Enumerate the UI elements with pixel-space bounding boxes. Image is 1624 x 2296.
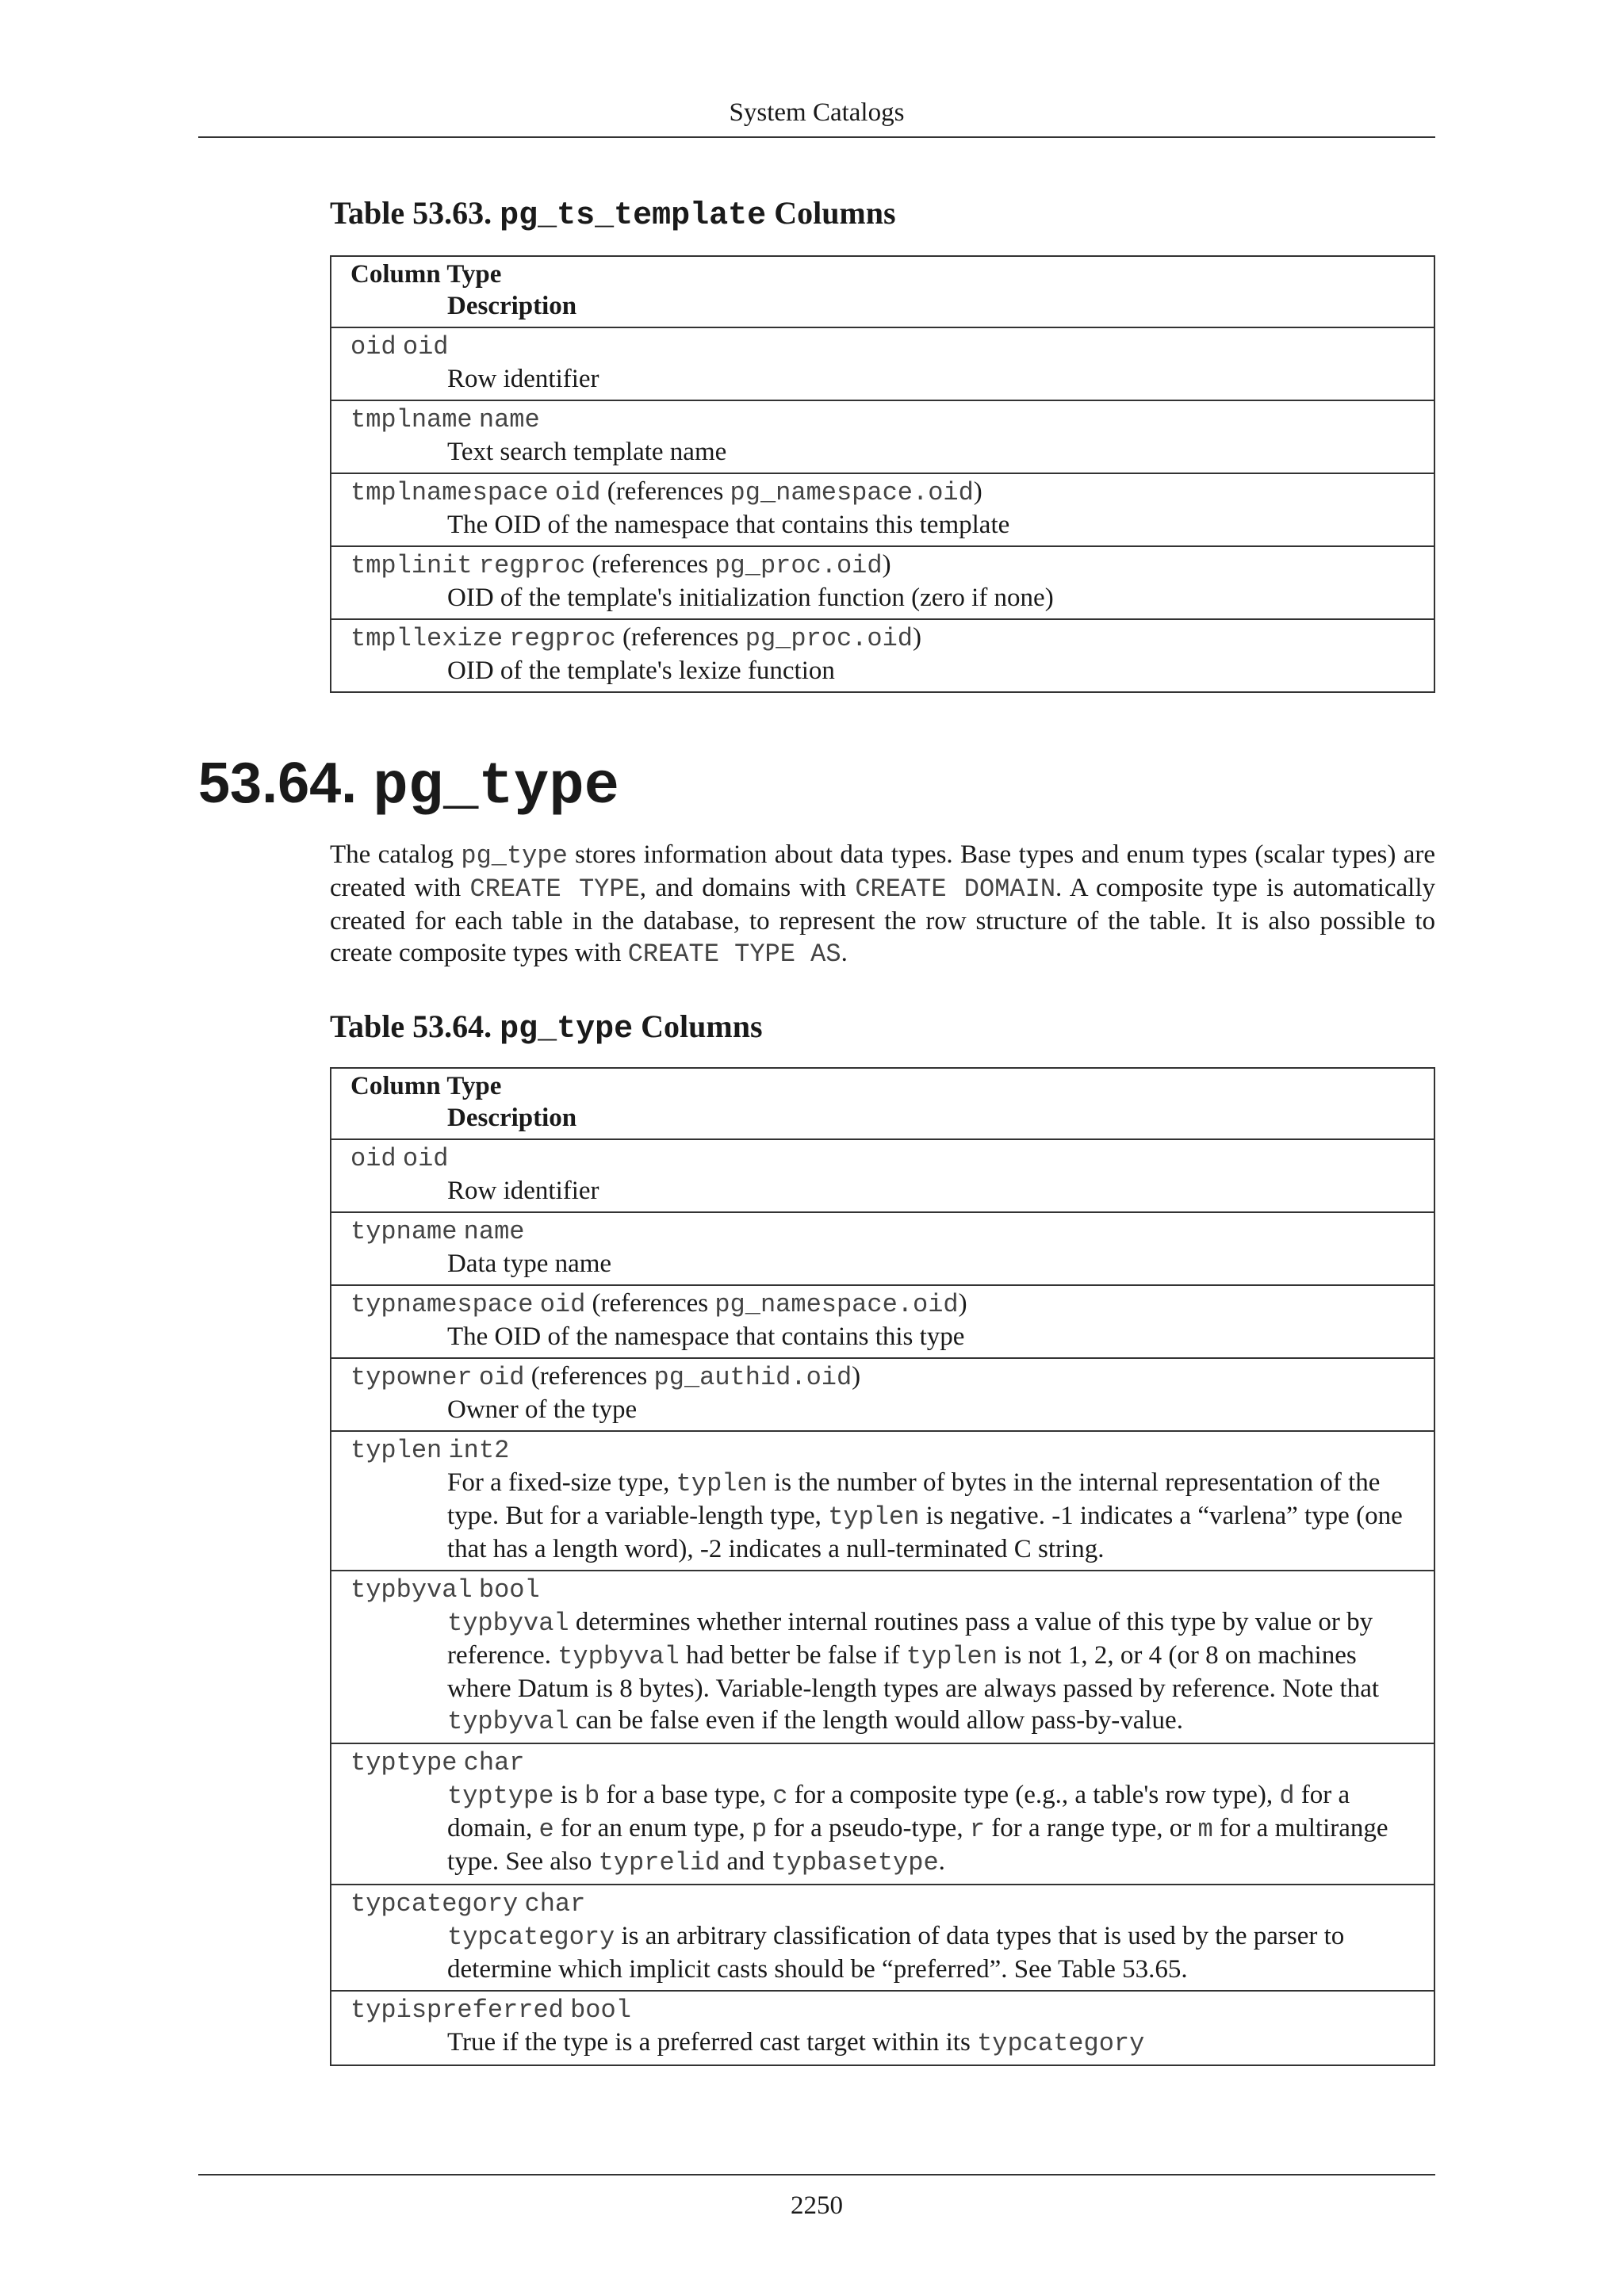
column-type: oid — [402, 332, 449, 362]
page-number: 2250 — [791, 2191, 843, 2220]
column-description: Row identifier — [447, 365, 599, 393]
table-row — [331, 400, 1434, 473]
table-row — [331, 1212, 1434, 1285]
column-description: The OID of the namespace that contains this type — [447, 1322, 965, 1351]
description-header: Description — [447, 1104, 577, 1132]
column-description: OID of the template's initialization function (zero if none) — [447, 584, 1054, 612]
table-row: tmplnamespace oid (references pg_namespace.oid) The OID of the namespace that contains this template — [331, 473, 1434, 546]
column-type: int2 — [448, 1436, 510, 1465]
column-name: oid — [350, 1144, 396, 1173]
column-name: oid — [350, 332, 396, 362]
column-type: char — [463, 1748, 525, 1777]
reference-link[interactable]: pg_authid.oid — [653, 1363, 852, 1392]
column-name: tmplinit — [350, 551, 473, 580]
table-row: typnamespace oid (references pg_namespace.oid) The OID of the namespace that contains this type — [331, 1285, 1434, 1358]
pg-ts-template-table — [330, 255, 1435, 693]
column-type: regproc — [509, 624, 616, 653]
table-header-row — [331, 256, 1434, 327]
table-53-64-title: Table 53.64. pg_type Columns — [330, 1008, 763, 1047]
table-row — [331, 1743, 1434, 1885]
column-name: tmpllexize — [350, 624, 504, 653]
column-name: typnamespace — [350, 1290, 534, 1319]
column-description: Owner of the type — [447, 1395, 638, 1424]
column-type: oid — [478, 1363, 525, 1392]
column-name: typowner — [350, 1363, 473, 1392]
column-description: Row identifier — [447, 1177, 599, 1205]
table-header-row — [331, 1068, 1434, 1139]
column-type: bool — [570, 1996, 631, 2025]
column-type-header: Column Type — [350, 1072, 502, 1100]
column-type: regproc — [478, 551, 586, 580]
column-type: oid — [402, 1144, 449, 1173]
table-row — [331, 1431, 1434, 1571]
column-name: typname — [350, 1217, 458, 1246]
column-description: Data type name — [447, 1249, 612, 1278]
table-row — [331, 1885, 1434, 1991]
table-row — [331, 1571, 1434, 1743]
column-type-header: Column Type — [350, 260, 502, 289]
table-53-63-title: Table 53.63. pg_ts_template Columns — [330, 195, 896, 234]
column-description: typtype is b for a base type, c for a composite type (e.g., a table's row type), d for a domain, e for an enum type, p for a pseudo-type, r for a range type, or m for a multirange type. See also typrelid and typbasetype. — [447, 1781, 1388, 1877]
table-row — [331, 1139, 1434, 1212]
pg-type-table — [330, 1067, 1435, 2066]
column-name: typbyval — [350, 1575, 473, 1605]
description-header: Description — [447, 292, 577, 320]
running-footer — [198, 2174, 1435, 2221]
intro-paragraph: The catalog pg_type stores information about data types. Base types and enum types (scalar types) are created with CREATE TYPE, and domains with CREATE DOMAIN. A composite type is automatically created for each table in the database, to represent the row structure of the table. It is also possible to create composite types with CREATE TYPE AS. — [330, 840, 1435, 969]
column-type: oid — [539, 1290, 586, 1319]
column-type: char — [524, 1889, 586, 1919]
table-row: typowner oid (references pg_authid.oid) Owner of the type — [331, 1358, 1434, 1431]
table-row — [331, 327, 1434, 400]
column-type: name — [463, 1217, 525, 1246]
column-name: tmplname — [350, 405, 473, 434]
column-type: name — [478, 405, 540, 434]
reference-link[interactable]: pg_namespace.oid — [714, 1290, 959, 1319]
table-row: tmplinit regproc (references pg_proc.oid) OID of the template's initialization function (zero if none) — [331, 546, 1434, 619]
column-name: tmplnamespace — [350, 478, 549, 507]
column-description: typbyval determines whether internal routines pass a value of this type by value or by reference. typbyval had better be false if typlen is not 1, 2, or 4 (or 8 on machines where Datum is 8 bytes). Variable-length types are always passed by reference. Note that typbyval can be false even if the length would allow pass-by-value. — [447, 1608, 1380, 1736]
table-row: tmpllexize regproc (references pg_proc.oid) OID of the template's lexize function — [331, 619, 1434, 692]
header-title: System Catalogs — [729, 98, 905, 127]
reference-link[interactable]: pg_namespace.oid — [730, 478, 974, 507]
running-header — [198, 89, 1435, 138]
section-heading: 53.64. pg_type — [198, 752, 620, 821]
column-name: typcategory — [350, 1889, 519, 1919]
column-description: For a fixed-size type, typlen is the number of bytes in the internal representation of the type. But for a variable-length type, typlen is negative. -1 indicates a “varlena” type (one that has a length word), -2 indicates a null-terminated C string. — [447, 1468, 1403, 1563]
column-description: OID of the template's lexize function — [447, 656, 835, 685]
column-description: typcategory is an arbitrary classification of data types that is used by the parser to determine which implicit casts should be “preferred”. See Table 53.65. — [447, 1922, 1345, 1984]
column-type: bool — [478, 1575, 540, 1605]
column-description: Text search template name — [447, 438, 727, 466]
column-type: oid — [554, 478, 601, 507]
column-name: typlen — [350, 1436, 442, 1465]
column-name: typispreferred — [350, 1996, 564, 2025]
table-row — [331, 1991, 1434, 2065]
column-description: The OID of the namespace that contains this template — [447, 511, 1010, 539]
reference-link[interactable]: pg_proc.oid — [745, 624, 913, 653]
table-reference-link[interactable]: Table 53.65 — [1058, 1955, 1182, 1984]
reference-link[interactable]: pg_proc.oid — [714, 551, 883, 580]
column-description: True if the type is a preferred cast target within its typcategory — [447, 2028, 1145, 2058]
column-name: typtype — [350, 1748, 458, 1777]
